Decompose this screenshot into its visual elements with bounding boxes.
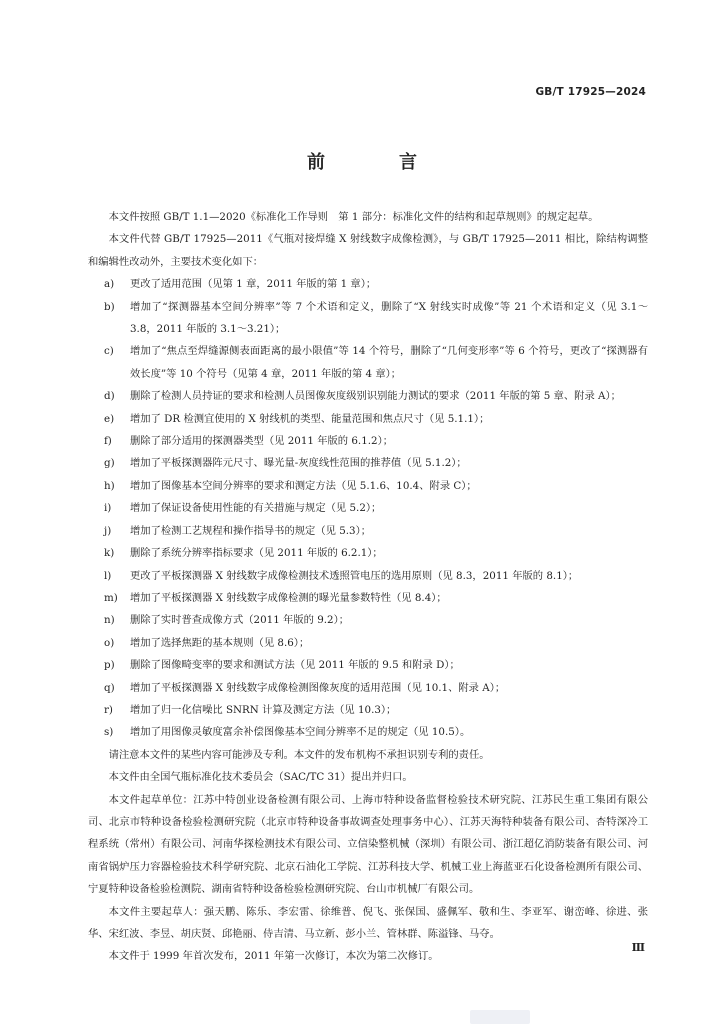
list-item — [104, 520, 648, 542]
list-item — [104, 475, 648, 497]
list-item-text: 删除了图像畸变率的要求和测试方法（见 2011 年版的 9.5 和附录 D）； — [130, 659, 460, 672]
list-item — [104, 497, 648, 519]
list-item-text: 删除了检测人员持证的要求和检测人员图像灰度级别识别能力测试的要求（2011 年版的第 5 章、附录 A）； — [130, 390, 621, 403]
list-item-label: a) — [104, 278, 115, 291]
proposer-statement: 本文件由全国气瓶标准化技术委员会（SAC/TC 31）提出并归口。 — [108, 771, 413, 784]
list-item-text: 更改了适用范围（见第 1 章，2011 年版的第 1 章）； — [130, 278, 377, 291]
list-item-text: 增加了图像基本空间分辨率的要求和测定方法（见 5.1.6、10.4、附录 C）； — [130, 479, 477, 492]
list-item — [104, 587, 648, 609]
list-item-text: 增加了平板探测器 X 射线数字成像检测的曝光量参数特性（见 8.4）； — [130, 591, 447, 604]
intro-paragraph-2: 本文件代替 GB/T 17925—2011《气瓶对接焊缝 X 射线数字成像检测》，与 GB/T 17925—2011 相比，除结构调整和编辑性改动外，主要技术变化如下： — [88, 233, 648, 268]
list-item-label: i) — [104, 502, 112, 515]
list-item — [104, 542, 648, 564]
intro-paragraph-1: 本文件按照 GB/T 1.1—2020《标准化工作导则 第 1 部分：标准化文件的结构和起草规则》的规定起草。 — [108, 211, 599, 223]
standard-code-header: GB/T 17925—2024 — [535, 86, 646, 98]
publication-history: 本文件于 1999 年首次发布，2011 年第一次修订，本次为第二次修订。 — [108, 950, 439, 963]
list-item — [104, 340, 648, 385]
list-item-text: 更改了平板探测器 X 射线数字成像检测技术透照管电压的选用原则（见 8.3，2011 年版的 8.1）； — [130, 569, 579, 582]
list-item — [104, 565, 648, 587]
list-item — [104, 296, 648, 341]
list-item-text: 增加了选择焦距的基本规则（见 8.6）； — [130, 636, 310, 649]
list-item — [104, 632, 648, 654]
page-number: Ⅲ — [631, 941, 646, 954]
list-item-label: j) — [104, 524, 112, 537]
foreword-body — [88, 206, 648, 968]
list-item-label: l) — [104, 569, 112, 582]
list-item-text: 增加了检测工艺规程和操作指导书的规定（见 5.3）； — [130, 524, 372, 537]
list-item — [104, 721, 648, 743]
changes-list — [88, 273, 648, 744]
list-item — [104, 609, 648, 631]
list-item — [104, 273, 648, 295]
list-item-label: f) — [104, 435, 112, 448]
list-item-text: 删除了系统分辨率指标要求（见 2011 年版的 6.2.1）； — [130, 547, 383, 560]
drafting-organizations: 本文件起草单位：江苏中特创业设备检测有限公司、上海市特种设备监督检验技术研究院、江苏民生重工集团有限公司、北京市特种设备检验检测研究院（北京市特种设备事故调查处理事务中心）、江苏天海特种装备有限公司、杏特深冷工程系统（常州）有限公司、河南华探检测技术有限公司、立信染整机械（深圳）有限公司、浙江超亿消防装备有限公司、河南省锅炉压力容器检验技术科学研究院、北京石油化工学院、江苏科技大学、机械工业上海蓝亚石化设备检测所有限公司、宁夏特种设备检验检测院、湖南省特种设备检验检测研究院、台山市机械厂有限公司。 — [88, 793, 648, 896]
list-item-text: 增加了用图像灵敏度富余补偿图像基本空间分辨率不足的规定（见 10.5）。 — [130, 726, 471, 739]
list-item-text: 增加了平板探测器阵元尺寸、曝光量-灰度线性范围的推荐值（见 5.1.2）； — [130, 457, 467, 470]
list-item-label: h) — [104, 479, 115, 492]
list-item-text: 增加了“探测器基本空间分辨率”等 7 个术语和定义，删除了“X 射线实时成像”等 21 个术语和定义（见 3.1～3.8，2011 年版的 3.1～3.21）； — [130, 300, 648, 336]
list-item-text: 删除了部分适用的探测器类型（见 2011 年版的 6.1.2）； — [130, 435, 394, 448]
list-item-label: n) — [104, 614, 115, 627]
list-item-text: 增加了“焦点至焊缝源侧表面距离的最小限值”等 14 个符号，删除了“几何变形率”等 6 个符号，更改了“探测器有效长度”等 10 个符号（见第 4 章，2011 年版的第 4 章）； — [130, 345, 648, 380]
drafters: 本文件主要起草人：强天鹏、陈乐、李宏雷、徐维普、倪飞、张保国、盛佩军、敬和生、李亚军、谢峦峰、徐进、张华、宋红波、李昱、胡庆贤、邱艳丽、侍吉清、马立新、彭小兰、管林群、陈溢锋、马夺。 — [88, 905, 648, 940]
list-item-text: 增加了保证设备使用性能的有关措施与规定（见 5.2）； — [130, 502, 382, 515]
list-item-label: q) — [104, 681, 115, 694]
list-item — [104, 654, 648, 676]
list-item — [104, 452, 648, 474]
page-title: 前 言 — [307, 152, 445, 173]
list-item-text: 删除了实时普查成像方式（2011 年版的 9.2）； — [130, 614, 350, 627]
list-item-label: s) — [104, 726, 114, 739]
list-item — [104, 430, 648, 452]
list-item-label: c) — [104, 345, 114, 358]
list-item-label: m) — [104, 591, 118, 604]
list-item-label: k) — [104, 547, 115, 560]
list-item — [104, 408, 648, 430]
list-item — [104, 699, 648, 721]
list-item-label: b) — [104, 300, 115, 313]
list-item — [104, 677, 648, 699]
watermark-mark — [470, 1010, 530, 1024]
list-item-label: o) — [104, 636, 115, 649]
list-item-label: g) — [104, 457, 115, 470]
list-item-label: p) — [104, 659, 115, 672]
list-item-text: 增加了归一化信噪比 SNRN 计算及测定方法（见 10.3）； — [130, 703, 397, 716]
list-item-text: 增加了 DR 检测宜使用的 X 射线机的类型、能量范围和焦点尺寸（见 5.1.1）； — [130, 412, 490, 425]
list-item-text: 增加了平板探测器 X 射线数字成像检测图像灰度的适用范围（见 10.1、附录 A）； — [130, 681, 506, 694]
list-item-label: r) — [104, 703, 113, 716]
patent-notice: 请注意本文件的某些内容可能涉及专利。本文件的发布机构不承担识别专利的责任。 — [108, 748, 490, 761]
list-item — [104, 385, 648, 407]
list-item-label: d) — [104, 390, 115, 403]
list-item-label: e) — [104, 412, 115, 425]
